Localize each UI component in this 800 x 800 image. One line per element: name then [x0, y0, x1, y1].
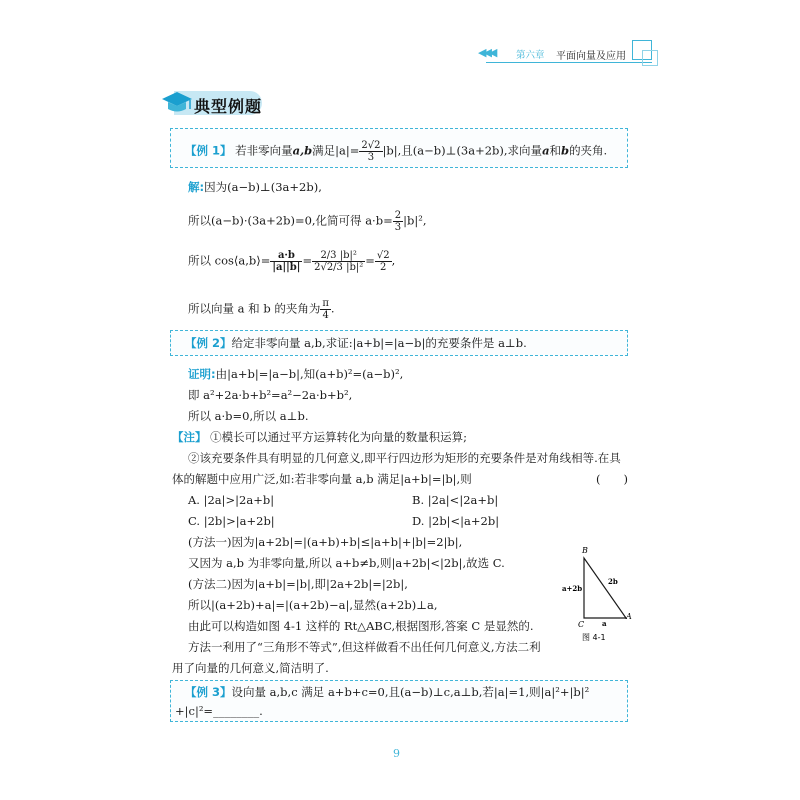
- ex1-frac-den: 3: [367, 152, 375, 163]
- ex3-l1: 设向量 a,b,c 满足 a+b+c=0,且(a−b)⊥c,a⊥b,若|a|=1,则|a|²+|b|²: [231, 685, 590, 699]
- ex1-fraction: [359, 140, 382, 163]
- side-2b-label: 2b: [608, 577, 618, 586]
- ex1-text-a: 若非零向量: [235, 143, 293, 158]
- example-3-line-2: +|c|²=________.: [175, 704, 263, 718]
- method-line-4: 所以|(a+2b)+a|=|(a+2b)−a|,显然(a+2b)⊥a,: [188, 598, 438, 612]
- sol1-l4-end: .: [330, 301, 335, 316]
- note-line-1: [172, 430, 467, 444]
- ex1-text-f: b: [561, 143, 570, 158]
- note-line-3: 体的解题中应用广泛,如:若非零向量 a,b 满足|a+b|=|b|,则: [172, 472, 472, 486]
- ex1-text-e: 和: [549, 143, 562, 158]
- sol1-l4a: 所以向量 a 和 b 的夹角为: [188, 301, 321, 316]
- sol1-l2a: 所以(a−b)·(3a+2b)=0,化简可得 a·b=: [188, 213, 393, 228]
- sol1-l3-fraction-3: [375, 250, 392, 273]
- option-d: D. |2b|<|a+2b|: [412, 514, 500, 528]
- right-triangle: [584, 558, 626, 618]
- method-line-6: 方法一利用了“三角形不等式”,但这样做看不出任何几何意义,方法二利: [188, 640, 541, 654]
- header-arrows: ◀◀◀: [478, 46, 495, 59]
- sol1-l4-frac-num: π: [322, 298, 329, 309]
- note-line-2: ②该充要条件具有明显的几何意义,即平行四边形为矩形的充要条件是对角线相等.在具: [188, 451, 621, 465]
- graduation-cap-icon: [160, 89, 194, 117]
- sol1-l3-f2-num: 2/3 |b|²: [312, 250, 365, 262]
- example-1-label: 【例 1】: [185, 143, 232, 158]
- sol1-l4-fraction: [320, 298, 331, 321]
- method-line-2: 又因为 a,b 为非零向量,所以 a+b≠b,则|a+2b|<|2b|,故选 C.: [188, 556, 505, 570]
- sol1-l3-f3-den: 2: [380, 262, 387, 273]
- vertex-b-label: B: [582, 546, 588, 555]
- proof-2-line-1: [188, 367, 403, 381]
- side-a-label: a: [602, 619, 607, 628]
- solution-1-line-1: [188, 180, 322, 194]
- chapter-label: 第六章: [516, 50, 545, 61]
- example-3-line-1: [185, 685, 589, 699]
- chapter-title: 平面向量及应用: [556, 51, 626, 62]
- ex1-text-c: |b|,且(a−b)⊥(3a+2b),求向量: [382, 143, 543, 158]
- sol1-l3-end: ,: [391, 253, 396, 268]
- proof-2-label: 证明:: [188, 367, 216, 381]
- example-3-box: [170, 680, 628, 722]
- figure-4-1: [558, 540, 638, 650]
- sol1-l3-fraction-1: [270, 250, 302, 273]
- method-line-5: 由此可以构造如图 4-1 这样的 Rt△ABC,根据图形,答案 C 是显然的.: [188, 619, 534, 633]
- sol1-l2-frac-den: 3: [394, 222, 402, 233]
- example-2-text: [185, 336, 527, 350]
- proof-2-line-2: 即 a²+2a·b+b²=a²−2a·b+b²,: [188, 388, 353, 402]
- page-number: 9: [393, 747, 400, 760]
- ex1-text-d: a: [542, 143, 550, 158]
- sol1-l2-fraction: [393, 210, 403, 233]
- sol1-l3-f1-num: a·b: [270, 250, 302, 262]
- option-b: B. |2a|<|2a+b|: [412, 493, 499, 507]
- solution-1-line-2: [188, 210, 426, 233]
- vertex-a-label: A: [626, 612, 632, 621]
- ex1-frac-num: 2√2: [361, 140, 381, 151]
- sol1-l3-f2-den: 2√2/3 |b|²: [314, 262, 364, 273]
- vertex-c-label: C: [578, 620, 585, 629]
- figure-caption: 图 4-1: [582, 633, 606, 642]
- sol1-l3a: 所以 cos⟨a,b⟩=: [188, 253, 271, 268]
- ex1-vars: a,b: [292, 143, 313, 158]
- solution-1-label: 解:: [188, 180, 205, 194]
- sol1-l3-eq: =: [302, 253, 313, 268]
- example-1-text: [185, 140, 607, 163]
- sol1-l2b: |b|²,: [403, 213, 427, 228]
- sol1-l3-f1-den: |a||b|: [272, 262, 301, 273]
- option-a: A. |2a|>|2a+b|: [188, 493, 275, 507]
- section-banner: [160, 89, 262, 117]
- example-2-box: [170, 330, 628, 356]
- proof-2-line-3: 所以 a·b=0,所以 a⊥b.: [188, 409, 309, 423]
- sol1-l4-frac-den: 4: [322, 310, 329, 321]
- method-line-1: (方法一)因为|a+2b|=|(a+b)+b|≤|a+b|+|b|=2|b|,: [188, 535, 463, 549]
- solution-1-line-4: [188, 298, 335, 321]
- example-3-label: 【例 3】: [185, 685, 232, 699]
- proof2-l1: 由|a+b|=|a−b|,知(a+b)²=(a−b)²,: [215, 367, 404, 381]
- sol1-l2-frac-num: 2: [394, 210, 402, 221]
- ex1-text-g: 的夹角.: [569, 143, 608, 158]
- note-l1: ①模长可以通过平方运算转化为向量的数量积运算;: [210, 430, 468, 444]
- side-a-plus-2b-label: a+2b: [562, 584, 583, 593]
- example-2-label: 【例 2】: [185, 336, 232, 350]
- sol1-l3-fraction-2: [312, 250, 365, 273]
- section-title: 典型例题: [194, 97, 263, 116]
- method-line-7: 用了向量的几何意义,简洁明了.: [172, 661, 329, 675]
- header-decor-square-small: [642, 50, 658, 66]
- ex1-text-b: 满足|a|=: [312, 143, 360, 158]
- solution-1-line-3: [188, 250, 395, 273]
- sol1-l3-eq2: =: [365, 253, 375, 268]
- header-rule: [486, 62, 652, 63]
- example-1-box: [170, 128, 628, 168]
- method-line-3: (方法二)因为|a+b|=|b|,即|2a+2b|=|2b|,: [188, 577, 408, 591]
- answer-parentheses: ( ): [596, 472, 628, 486]
- note-label: 【注】: [172, 430, 207, 444]
- sol1-l3-f3-num: √2: [376, 250, 390, 261]
- ex2-text: 给定非零向量 a,b,求证:|a+b|=|a−b|的充要条件是 a⊥b.: [231, 336, 527, 350]
- sol1-l1: 因为(a−b)⊥(3a+2b),: [204, 180, 322, 194]
- option-c: C. |2b|>|a+2b|: [188, 514, 275, 528]
